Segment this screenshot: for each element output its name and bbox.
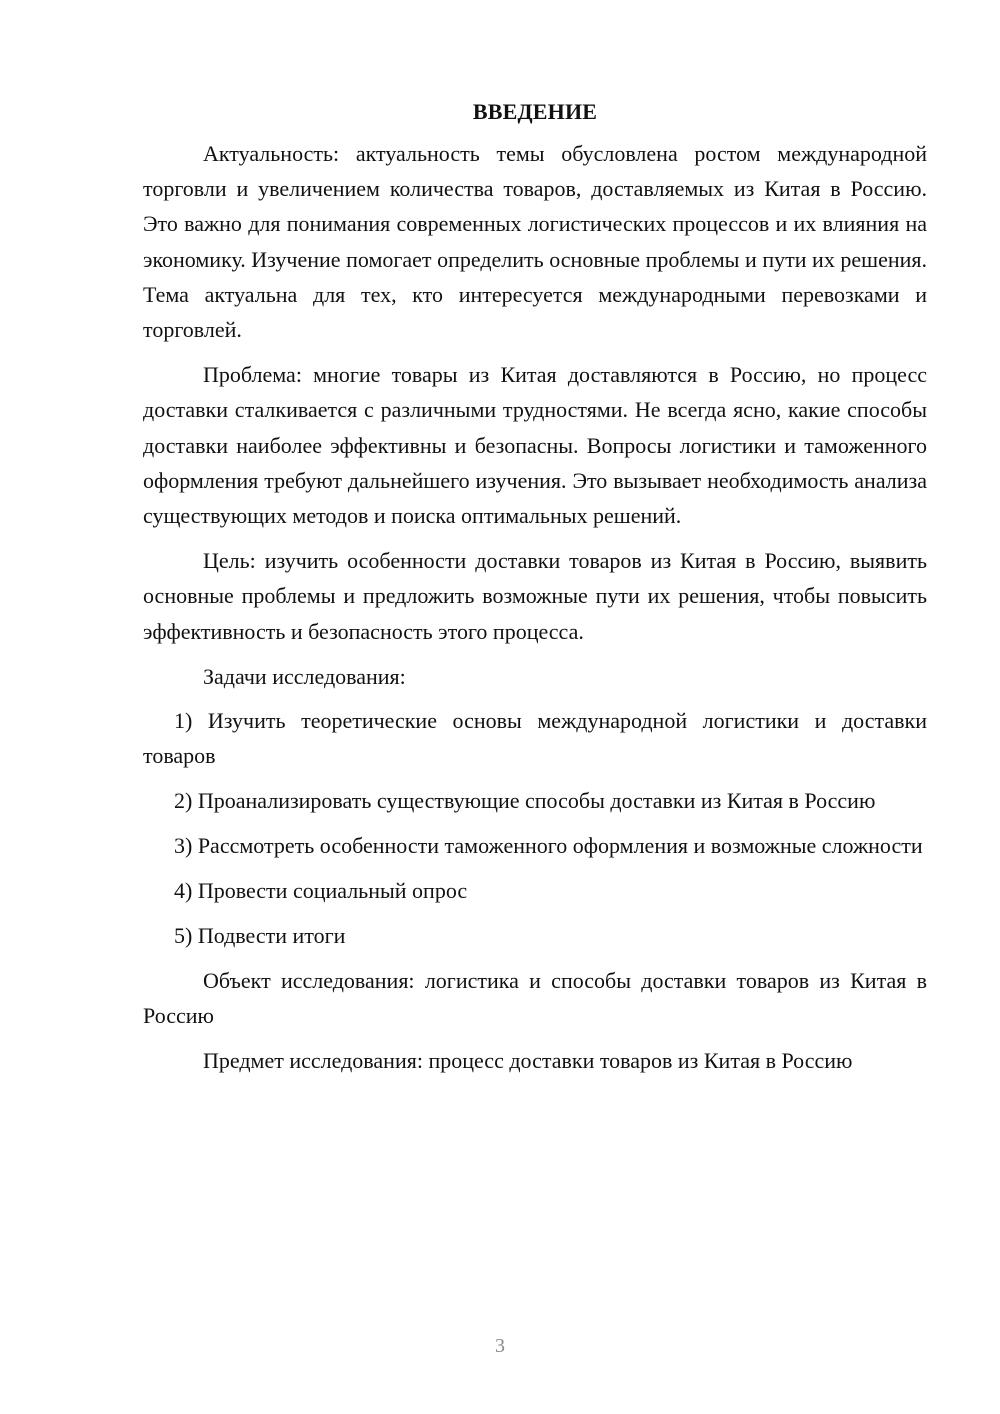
task-item: 4) Провести социальный опрос [174, 878, 468, 904]
task-item: 3) Рассмотреть особенности таможенного оформления и возможные сложности [174, 833, 923, 859]
problem-paragraph: Проблема: многие товары из Китая доставляются в Россию, но процесс доставки сталкивается с различными трудностями. Не всегда ясно, какие способы доставки наиболее эффективны и безопасны. Вопросы логистики и таможенного оформления требуют дальнейшего изучения. Это вызывает необходимость анализа существующих методов и поиска оптимальных решений. [143, 362, 927, 529]
task-item: 5) Подвести итоги [174, 923, 346, 949]
page-title: ВВЕДЕНИЕ [472, 99, 598, 124]
tasks-heading: Задачи исследования: [203, 663, 406, 689]
page-content [143, 94, 927, 1089]
page-number: 3 [495, 1335, 505, 1357]
research-object-paragraph: Объект исследования: логистика и способы доставки товаров из Китая в Россию [143, 968, 927, 1029]
tasks-list [143, 703, 927, 953]
task-item: 1) Изучить теоретические основы международной логистики и доставки товаров [143, 708, 927, 769]
goal-paragraph: Цель: изучить особенности доставки товаров из Китая в Россию, выявить основные проблемы и предложить возможные пути их решения, чтобы повысить эффективность и безопасность этого процесса. [143, 548, 927, 644]
relevance-paragraph: Актуальность: актуальность темы обусловлена ростом международной торговли и увеличением количества товаров, доставляемых из Китая в Россию. Это важно для понимания современных логистических процессов и их влияния на экономику. Изучение помогает определить основные проблемы и пути их решения. Тема актуальна для тех, кто интересуется международными перевозками и торговлей. [143, 141, 927, 343]
task-item: 2) Проанализировать существующие способы доставки из Китая в Россию [174, 788, 876, 814]
research-subject-paragraph: Предмет исследования: процесс доставки товаров из Китая в Россию [203, 1048, 853, 1074]
